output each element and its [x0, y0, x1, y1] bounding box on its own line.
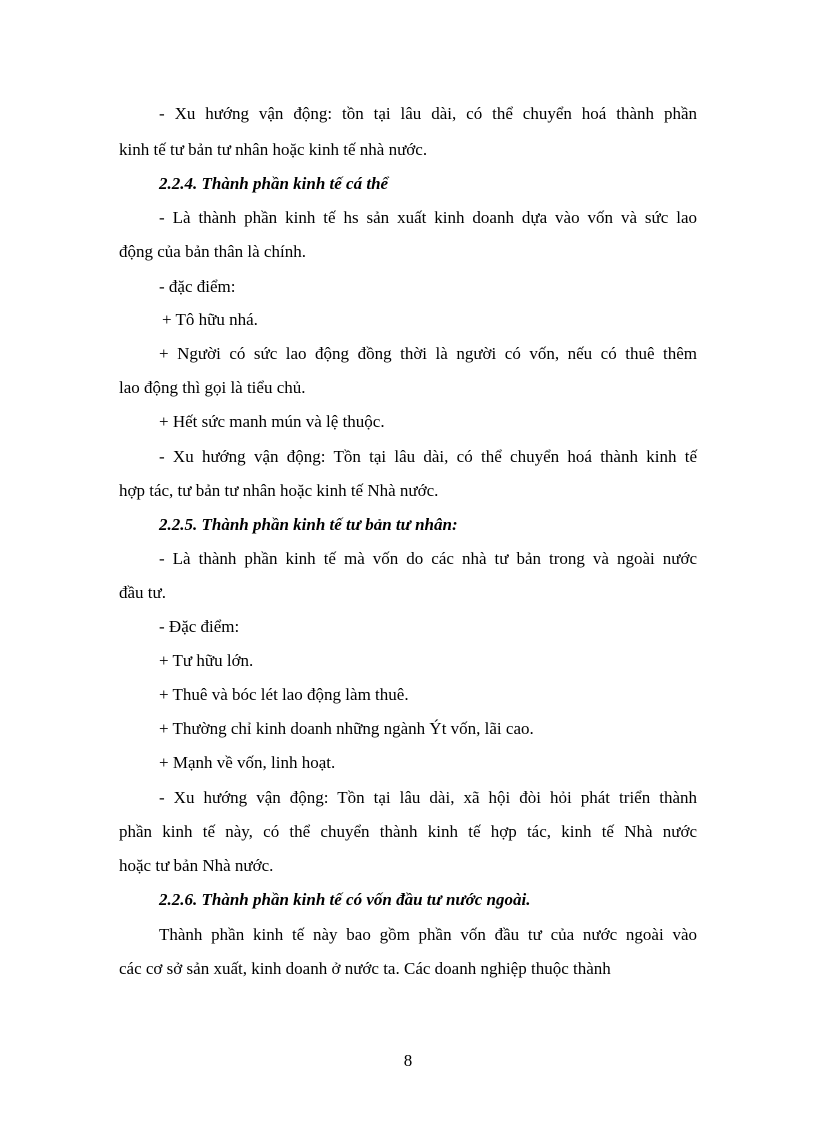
paragraph-line: + Người có sức lao động đồng thời là người có vốn, nếu có thuê thêm: [159, 344, 697, 363]
paragraph-line: - đặc điểm:: [159, 277, 236, 296]
paragraph-line: + Tư hữu lớn.: [159, 651, 254, 670]
paragraph-line: lao động thì gọi là tiểu chủ.: [119, 378, 306, 397]
paragraph-line: - Là thành phần kinh tế mà vốn do các nhà tư bản trong và ngoài nước: [159, 549, 697, 568]
paragraph-line: - Xu hướng vận động: Tồn tại lâu dài, xã hội đòi hỏi phát triển thành: [159, 788, 697, 807]
paragraph-line: + Thuê và bóc lét lao động làm thuê.: [159, 685, 409, 704]
paragraph-line: - Xu hướng vận động: Tồn tại lâu dài, có thể chuyển hoá thành kinh tế: [159, 447, 697, 466]
paragraph-line: + Tô hữu nhá.: [162, 310, 258, 329]
section-heading: 2.2.6. Thành phần kinh tế có vốn đầu tư nước ngoài.: [159, 890, 531, 909]
paragraph-line: + Mạnh về vốn, linh hoạt.: [159, 753, 336, 772]
page-number: 8: [403, 1051, 413, 1070]
paragraph-line: Thành phần kinh tế này bao gồm phần vốn đầu tư của nước ngoài vào: [159, 925, 697, 944]
section-heading: 2.2.5. Thành phần kinh tế tư bản tư nhân:: [159, 515, 458, 534]
paragraph-line: - Là thành phần kinh tế hs sản xuất kinh doanh dựa vào vốn và sức lao: [159, 208, 697, 227]
paragraph-line: động của bản thân là chính.: [119, 242, 306, 261]
paragraph-line: kinh tế tư bản tư nhân hoặc kinh tế nhà nước.: [119, 140, 428, 159]
paragraph-line: phần kinh tế này, có thể chuyển thành kinh tế hợp tác, kinh tế Nhà nước: [119, 822, 697, 841]
paragraph-line: - Xu hướng vận động: tồn tại lâu dài, có thể chuyển hoá thành phần: [159, 104, 697, 123]
paragraph-line: hợp tác, tư bản tư nhân hoặc kinh tế Nhà nước.: [119, 481, 439, 500]
paragraph-line: + Thường chỉ kinh doanh những ngành Ýt vốn, lãi cao.: [159, 719, 534, 738]
section-heading: 2.2.4. Thành phần kinh tế cá thể: [159, 174, 389, 193]
paragraph-line: các cơ sở sản xuất, kinh doanh ở nước ta. Các doanh nghiệp thuộc thành: [119, 959, 611, 978]
paragraph-line: + Hết sức manh mún và lệ thuộc.: [159, 412, 385, 431]
paragraph-line: - Đặc điểm:: [159, 617, 240, 636]
paragraph-line: đầu tư.: [119, 583, 166, 602]
paragraph-line: hoặc tư bản Nhà nước.: [119, 856, 274, 875]
